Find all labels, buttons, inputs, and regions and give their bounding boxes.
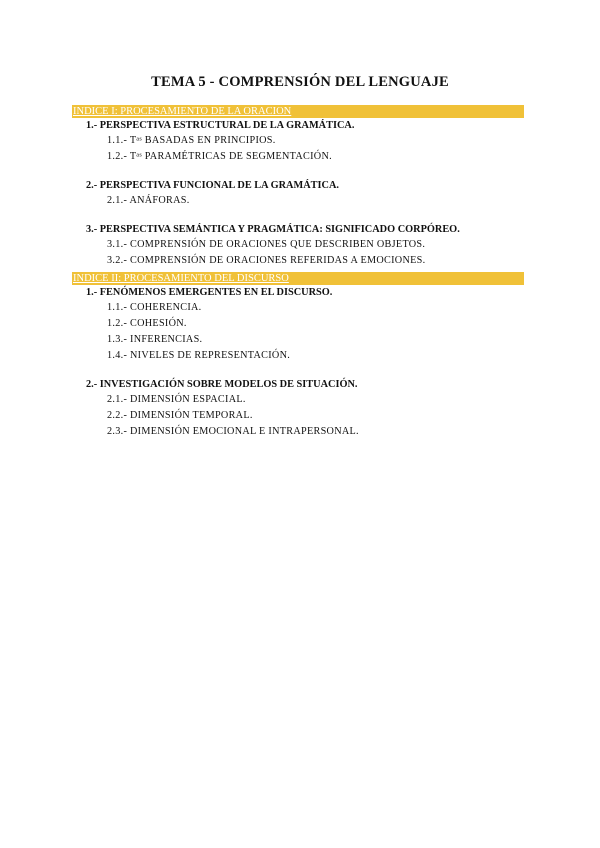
outline-item: 3.1.- COMPRENSIÓN DE ORACIONES QUE DESCRIBEN OBJETOS. [107, 239, 426, 250]
section-heading-band: INDICE II: PROCESAMIENTO DEL DISCURSO [72, 272, 524, 285]
index-section-2 [72, 272, 524, 440]
page-title: TEMA 5 - COMPRENSIÓN DEL LENGUAJE [151, 74, 449, 90]
group-heading: 2.- PERSPECTIVA FUNCIONAL DE LA GRAMÁTICA. [86, 180, 339, 191]
outline-group [86, 285, 524, 364]
outline-item: 1.4.- NIVELES DE REPRESENTACIÓN. [107, 350, 291, 361]
outline-group [86, 222, 524, 269]
group-heading: 2.- INVESTIGACIÓN SOBRE MODELOS DE SITUACIÓN. [86, 379, 358, 390]
outline-item: 2.1.- ANÁFORAS. [107, 195, 190, 206]
outline-item: 2.3.- DIMENSIÓN EMOCIONAL E INTRAPERSONAL. [107, 426, 359, 437]
group-heading: 1.- PERSPECTIVA ESTRUCTURAL DE LA GRAMÁTICA. [86, 120, 355, 131]
outline-item: 1.2.- COHESIÓN. [107, 318, 187, 329]
outline-item: 1.1.- COHERENCIA. [107, 302, 202, 313]
group-heading: 3.- PERSPECTIVA SEMÁNTICA Y PRAGMÁTICA: SIGNIFICADO CORPÓREO. [86, 224, 460, 235]
index-section-1 [72, 105, 524, 269]
outline-group [86, 178, 524, 209]
outline-item: 1.1.- Tᵃˢ BASADAS EN PRINCIPIOS. [107, 135, 276, 146]
outline-item: 1.2.- Tᵃˢ PARAMÉTRICAS DE SEGMENTACIÓN. [107, 151, 332, 162]
outline-group [86, 377, 524, 440]
outline-item: 2.2.- DIMENSIÓN TEMPORAL. [107, 410, 253, 421]
outline-item: 1.3.- INFERENCIAS. [107, 334, 203, 345]
section-heading-band: INDICE I: PROCESAMIENTO DE LA ORACION [72, 105, 524, 118]
outline-item: 2.1.- DIMENSIÓN ESPACIAL. [107, 394, 246, 405]
outline-item: 3.2.- COMPRENSIÓN DE ORACIONES REFERIDAS A EMOCIONES. [107, 255, 426, 266]
group-heading: 1.- FENÓMENOS EMERGENTES EN EL DISCURSO. [86, 287, 333, 298]
outline-group [86, 118, 524, 165]
